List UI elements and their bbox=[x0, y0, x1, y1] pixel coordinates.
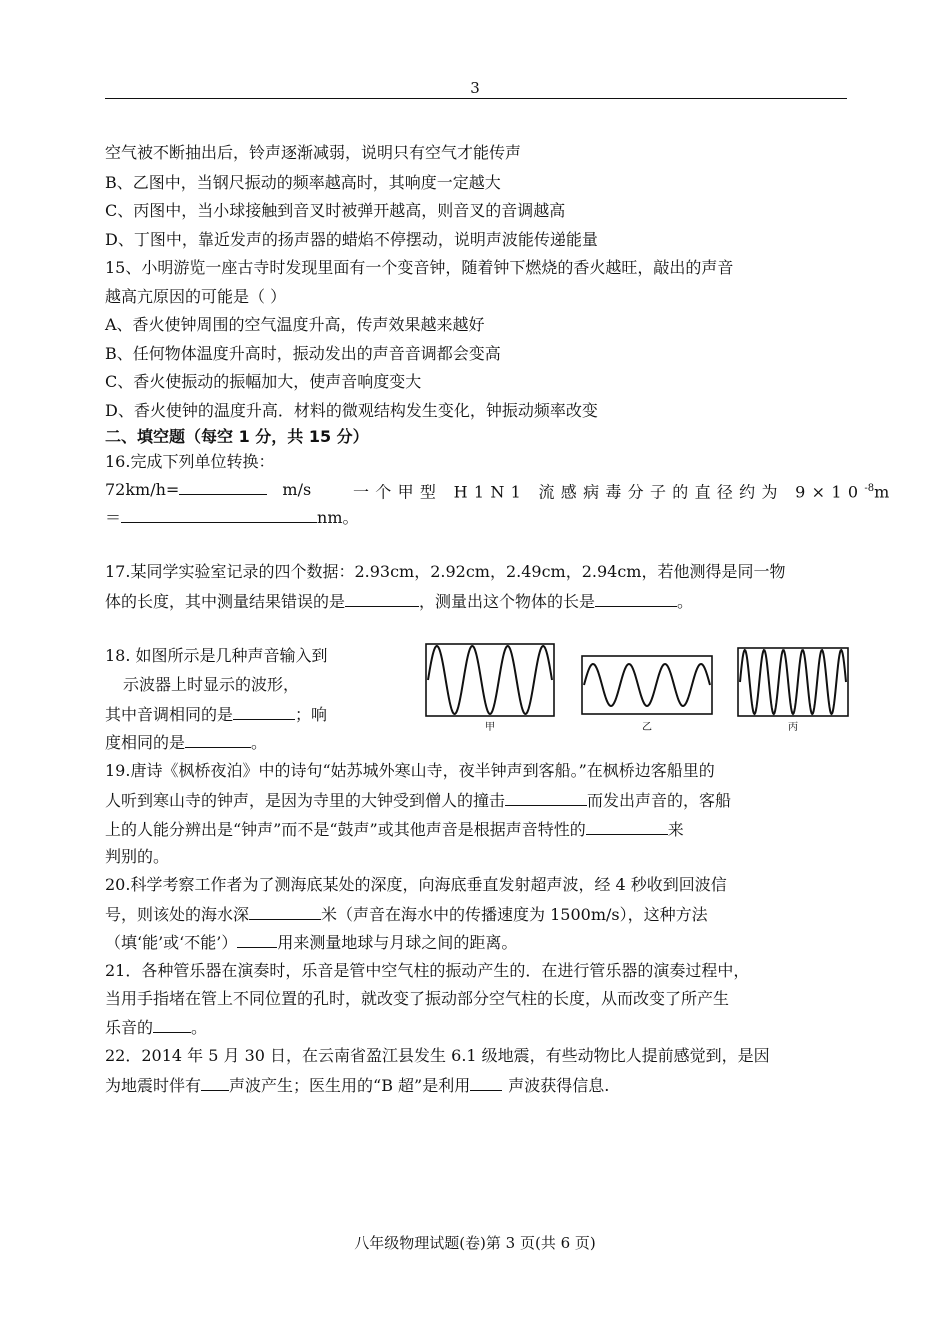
q19-text-a: 人听到寒山寺的钟声，是因为寺里的大钟受到僧人的撞击 bbox=[105, 791, 506, 810]
q22-text-b: 声波产生；医生用的“B 超”是利用 bbox=[229, 1076, 471, 1095]
q15-option-d: D、香火使钟的温度升高．材料的微观结构发生变化，钟振动频率改变 bbox=[105, 401, 598, 420]
q22-blank-2[interactable] bbox=[470, 1074, 502, 1091]
q18-line-4 bbox=[105, 731, 267, 754]
q15-stem-1: 15、小明游览一座古寺时发现里面有一个变音钟，随着钟下燃烧的香火越旺，敲出的声音 bbox=[105, 258, 734, 277]
q19-text-b: 而发出声音的，客船 bbox=[587, 791, 732, 810]
q18-line-2: 示波器上时显示的波形， bbox=[123, 675, 300, 694]
q16-unit-a: m/s bbox=[282, 480, 312, 499]
waveform-jia-curve bbox=[428, 646, 552, 714]
q16-equals: ＝ bbox=[105, 508, 122, 527]
q14-option-c: C、丙图中，当小球接触到音叉时被弹开越高，则音叉的音调越高 bbox=[105, 201, 566, 220]
q16-exponent: -8 bbox=[864, 483, 875, 494]
q18-blank-1[interactable] bbox=[233, 703, 295, 720]
waveform-bing-curve bbox=[740, 650, 846, 714]
q17-blank-1[interactable] bbox=[345, 590, 419, 607]
q17-text-a: 体的长度，其中测量结果错误的是 bbox=[105, 592, 346, 611]
q16-stem: 16.完成下列单位转换： bbox=[105, 452, 275, 471]
q20-blank-1[interactable] bbox=[249, 903, 321, 920]
q18-text-c: 度相同的是 bbox=[105, 733, 186, 752]
q17-text-b: ，测量出这个物体的长是 bbox=[419, 592, 596, 611]
q18-text-b: ；响 bbox=[295, 705, 328, 724]
q14-option-d: D、丁图中，靠近发声的扬声器的蜡焰不停摆动，说明声波能传递能量 bbox=[105, 230, 598, 249]
q18-text-d: 。 bbox=[251, 733, 268, 752]
waveform-yi bbox=[582, 656, 712, 733]
q19-text-c: 上的人能分辨出是“钟声”而不是“鼓声”或其他声音是根据声音特性的 bbox=[105, 820, 586, 839]
q21-line-3 bbox=[105, 1016, 207, 1039]
q17-line-1: 17.某同学实验室记录的四个数据：2.93cm，2.92cm，2.49cm，2.94cm，若他测得是同一物 bbox=[105, 562, 786, 581]
q18-blank-2[interactable] bbox=[185, 731, 251, 748]
q14-option-b: B、乙图中，当钢尺振动的频率越高时，其响度一定越大 bbox=[105, 173, 501, 192]
q19-line-2 bbox=[105, 789, 731, 812]
q22-line-2 bbox=[105, 1074, 609, 1097]
q19-text-d: 来 bbox=[667, 820, 684, 839]
q20-line-2 bbox=[105, 903, 708, 926]
q16-blank-1[interactable] bbox=[179, 478, 267, 495]
q15-stem-2: 越高亢原因的可能是（ ） bbox=[105, 287, 287, 306]
q21-text-b: 。 bbox=[191, 1018, 208, 1037]
header-rule bbox=[105, 98, 847, 99]
q22-text-a: 为地震时伴有 bbox=[105, 1076, 202, 1095]
q16-part-b bbox=[353, 478, 889, 503]
waveform-bing bbox=[738, 648, 848, 733]
q15-option-a: A、香火使钟周围的空气温度升高，传声效果越来越好 bbox=[105, 315, 485, 334]
q14-line-1: 空气被不断抽出后，铃声逐渐减弱，说明只有空气才能传声 bbox=[105, 143, 522, 162]
waveform-bing-label: 丙 bbox=[788, 722, 798, 733]
q18-line-1: 18. 如图所示是几种声音输入到 bbox=[105, 646, 328, 665]
q16-unit-b: m bbox=[874, 482, 890, 502]
q19-blank-1[interactable] bbox=[505, 789, 587, 806]
q16-line-2 bbox=[105, 506, 359, 529]
q19-line-3 bbox=[105, 818, 684, 841]
q16-part-b-text: 一个甲型 H1N1 流感病毒分子的直径约为 9×10 bbox=[353, 482, 865, 502]
q21-line-1: 21．各种管乐器在演奏时，乐音是管中空气柱的振动产生的．在进行管乐器的演奏过程中， bbox=[105, 961, 750, 980]
q16-unit-c: nm。 bbox=[317, 508, 359, 527]
q20-line-3 bbox=[105, 931, 517, 954]
q17-text-c: 。 bbox=[677, 592, 694, 611]
waveform-jia bbox=[426, 644, 554, 733]
q20-text-a: 号，则该处的海水深 bbox=[105, 905, 250, 924]
waveform-yi-curve bbox=[584, 664, 710, 706]
q15-option-c: C、香火使振动的振幅加大，使声音响度变大 bbox=[105, 372, 422, 391]
q22-line-1: 22．2014 年 5 月 30 日，在云南省盈江县发生 6.1 级地震，有些动物比人提前感觉到，是因 bbox=[105, 1046, 770, 1065]
section-title: 二、填空题（每空 1 分，共 15 分） bbox=[105, 427, 369, 446]
q15-option-b: B、任何物体温度升高时，振动发出的声音音调都会变高 bbox=[105, 344, 501, 363]
page-footer: 八年级物理试题(卷)第 3 页(共 6 页) bbox=[354, 1234, 596, 1252]
q22-blank-1[interactable] bbox=[201, 1074, 229, 1091]
q21-blank-1[interactable] bbox=[153, 1016, 191, 1033]
q21-line-2: 当用手指堵在管上不同位置的孔时，就改变了振动部分空气柱的长度，从而改变了所产生 bbox=[105, 989, 730, 1008]
waveform-bing-frame bbox=[738, 648, 848, 716]
waveform-yi-label: 乙 bbox=[642, 722, 652, 733]
q20-blank-2[interactable] bbox=[237, 931, 277, 948]
q17-line-2 bbox=[105, 590, 693, 613]
q19-blank-2[interactable] bbox=[586, 818, 668, 835]
q18-line-3 bbox=[105, 703, 327, 726]
q20-text-d: 用来测量地球与月球之间的距离。 bbox=[277, 933, 518, 952]
q22-text-c: 声波获得信息. bbox=[508, 1076, 610, 1095]
waveform-jia-label: 甲 bbox=[485, 722, 495, 733]
q20-line-1: 20.科学考察工作者为了测海底某处的深度，向海底垂直发射超声波，经 4 秒收到回波信 bbox=[105, 875, 727, 894]
q16-blank-2[interactable] bbox=[121, 506, 317, 523]
q21-text-a: 乐音的 bbox=[105, 1018, 154, 1037]
q17-blank-2[interactable] bbox=[595, 590, 677, 607]
q19-line-1: 19.唐诗《枫桥夜泊》中的诗句“姑苏城外寒山寺，夜半钟声到客船。”在枫桥边客船里的 bbox=[105, 761, 715, 780]
q20-text-c: （填‘能’或‘不能’） bbox=[105, 933, 238, 952]
q16-line-1 bbox=[105, 478, 890, 502]
q20-text-b: 米（声音在海水中的传播速度为 1500m/s），这种方法 bbox=[321, 905, 708, 924]
page-number: 3 bbox=[470, 79, 480, 97]
waveform-figure bbox=[420, 638, 850, 738]
q18-text-a: 其中音调相同的是 bbox=[105, 705, 234, 724]
q16-part-a: 72km/h= bbox=[105, 480, 180, 499]
q19-line-4: 判别的。 bbox=[105, 847, 170, 866]
